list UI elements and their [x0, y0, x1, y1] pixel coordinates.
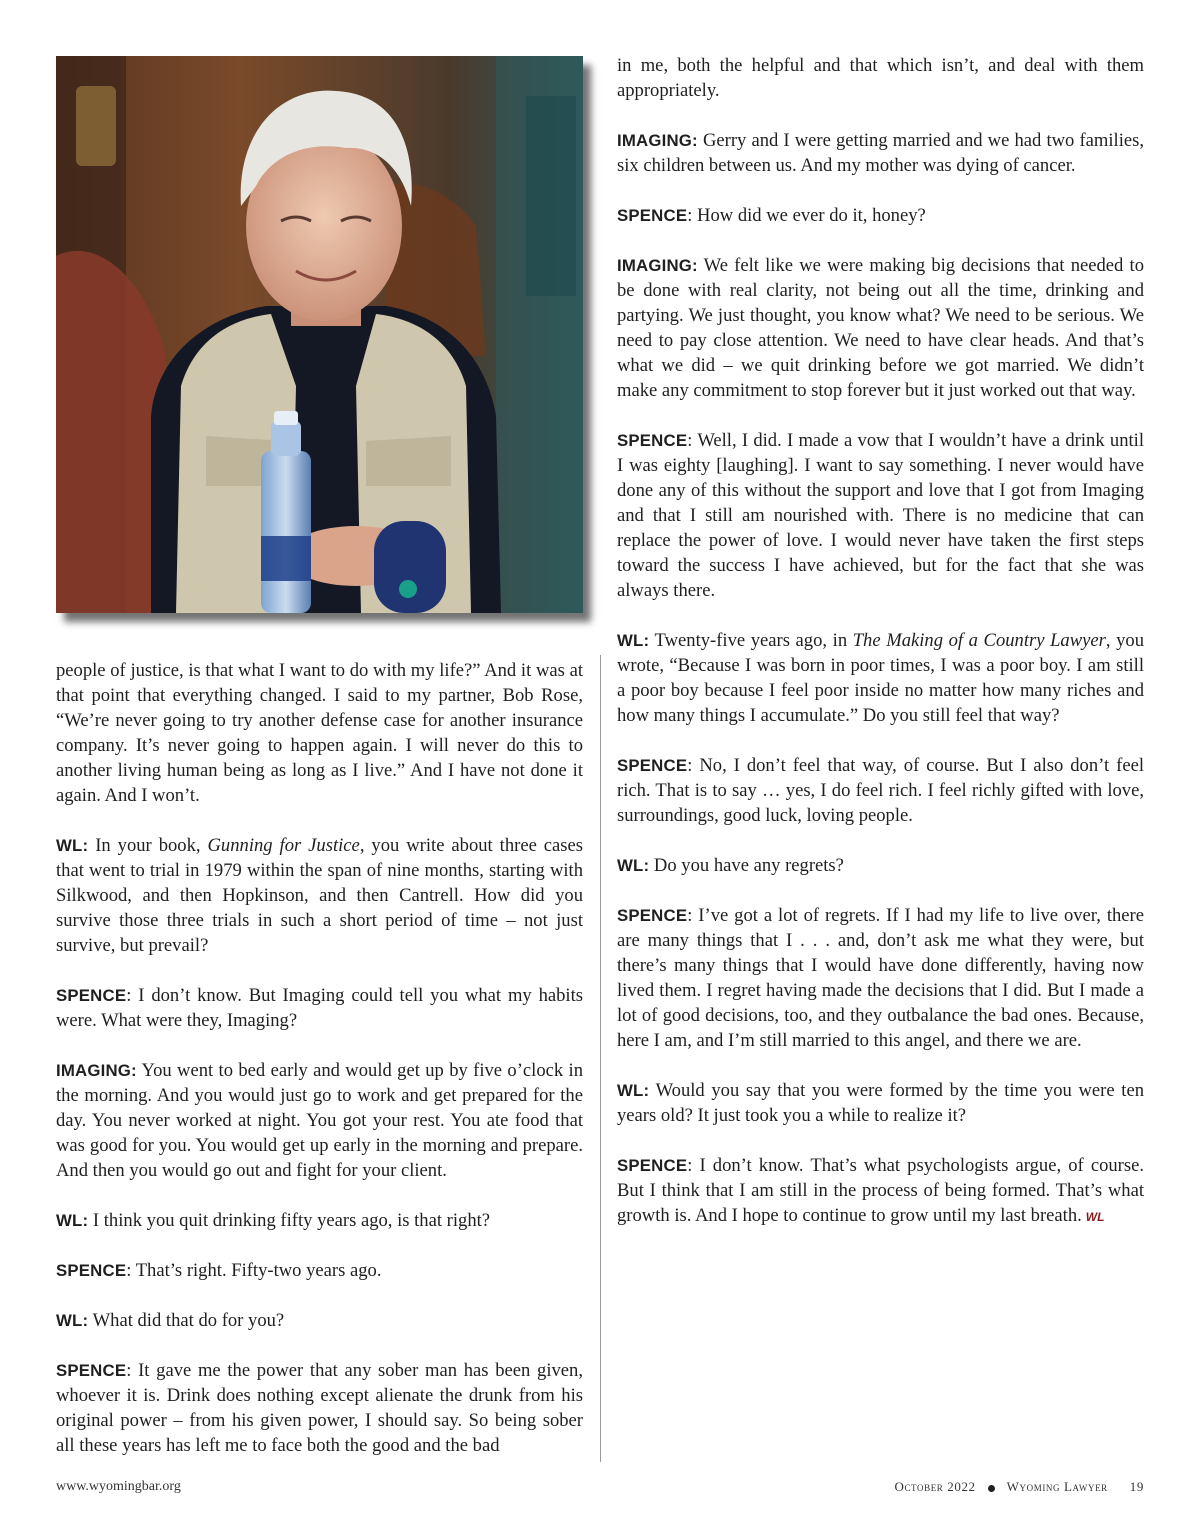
answer-spence-vow: SPENCE: Well, I did. I made a vow that I wouldn’t have a drink until I was eighty [laughing]. I want to say something. I never would have done any of this without the support and love that I got from Imaging and that I still am nourished with. There is no medicine that can replace the power of love. I would never have taken the first steps toward the success I have achieved, but for the fact that she was always there. [617, 430, 1144, 601]
speaker-label: SPENCE [617, 1156, 688, 1175]
interview-photo [56, 56, 583, 613]
right-column [617, 53, 1144, 1255]
answer-rich: SPENCE: No, I don’t feel that way, of course. But I also don’t feel rich. That is to say … yes, I do feel rich. I feel richly gifted with love, surroundings, good luck, loving people. [617, 755, 1144, 826]
answer-imaging-habits: IMAGING: You went to bed early and would get up by five o’clock in the morning. And you would just go to work and get prepared for the day. You never worked at night. You got your rest. You ate food that was good for you. You would get up early in the morning and prepare. And then you would go out and fight for your client. [56, 1060, 583, 1181]
question-gunning-for-justice: WL: In your book, Gunning for Justice, you write about three cases that went to trial in 1979 within the span of nine months, starting with Silkwood, and then Hopkinson, and then Cantrell. How did you survive those three trials in such a short period of time – not just survive, but prevail? [56, 835, 584, 956]
question-drinking: WL: I think you quit drinking fifty years ago, is that right? [56, 1210, 491, 1231]
speaker-label: SPENCE [56, 1261, 127, 1280]
question-what-did-that-do: WL: What did that do for you? [56, 1310, 285, 1331]
column-divider [600, 655, 601, 1462]
footer-issue-info [894, 1479, 1144, 1495]
speaker-label: IMAGING: [617, 131, 698, 150]
speaker-label: WL: [56, 836, 89, 855]
answer-regrets: SPENCE: I’ve got a lot of regrets. If I had my life to live over, there are many things that I . . . and, don’t ask me what they were, but there’s many things that I would have done differently, having now lived them. I regret having made the decisions that I did. But I made a lot of good decisions, too, and they outbalance the bad ones. Because, here I am, and I’m still married to this angel, and there we are. [617, 905, 1144, 1051]
answer-drinking: SPENCE: That’s right. Fifty-two years ago. [56, 1260, 382, 1281]
footer-issue-date: October 2022 [894, 1479, 976, 1494]
speaker-label: SPENCE [617, 756, 688, 775]
page-number: 19 [1129, 1479, 1144, 1494]
photo-elderly-man-seated [56, 56, 583, 613]
speaker-label: IMAGING: [56, 1061, 137, 1080]
answer-power: SPENCE: It gave me the power that any sober man has been given, whoever it is. Drink does nothing except alienate the drunk from his original power – from his given power, I should say. So being sober all these years has left me to face both the good and the bad [56, 1360, 583, 1456]
answer-imaging-decisions: IMAGING: We felt like we were making big decisions that needed to be done with real clarity, not being out all the time, drinking and partying. We just thought, you know what? We need to be serious. We need to pay close attention. We need to have clear heads. And that’s what we did – we quit drinking before we got married. We didn’t make any commitment to stop forever but it just worked out that way. [617, 255, 1144, 401]
paragraph-justice: people of justice, is that what I want to do with my life?” And it was at that point that everything changed. I said to my partner, Bob Rose, “We’re never going to try another defense case for another insurance company. It’s never going to happen again. I will never do this to another living human being as long as I live.” And I have not done it again. And I won’t. [56, 660, 583, 806]
left-column [56, 658, 583, 1483]
speaker-label: WL: [617, 631, 650, 650]
speaker-label: SPENCE [617, 906, 688, 925]
paragraph-continuation: in me, both the helpful and that which isn’t, and deal with them appropriately. [617, 55, 1144, 101]
speaker-label: SPENCE [56, 1361, 127, 1380]
bullet-icon [988, 1485, 995, 1492]
question-poor-boy: WL: Twenty-five years ago, in The Making of a Country Lawyer, you wrote, “Because I was born in poor times, I was a poor boy. I am still a poor boy because I feel poor inside no matter how many riches and how many things I accumulate.” Do you still feel that way? [617, 630, 1145, 726]
speaker-label: WL: [617, 1081, 650, 1100]
answer-formed: SPENCE: I don’t know. That’s what psychologists argue, of course. But I think that I am still in the process of being formed. That’s what growth is. And I hope to continue to grow until my last breath. WL [617, 1155, 1144, 1226]
answer-habits: SPENCE: I don’t know. But Imaging could tell you what my habits were. What were they, Imaging? [56, 985, 583, 1031]
answer-imaging-married: IMAGING: Gerry and I were getting married and we had two families, six children between us. And my mother was dying of cancer. [617, 130, 1144, 176]
speaker-label: WL: [56, 1311, 89, 1330]
speaker-label: SPENCE [617, 206, 688, 225]
footer-magazine-name: Wyoming Lawyer [1006, 1479, 1108, 1494]
speaker-label: SPENCE [56, 986, 127, 1005]
speaker-label: SPENCE [617, 431, 688, 450]
book-title: Gunning for Justice [207, 835, 360, 856]
question-formed: WL: Would you say that you were formed by the time you were ten years old? It just took you a while to realize it? [617, 1080, 1144, 1126]
footer-website[interactable]: www.wyomingbar.org [56, 1479, 181, 1494]
speaker-label: IMAGING: [617, 256, 698, 275]
answer-spence-honey: SPENCE: How did we ever do it, honey? [617, 205, 926, 226]
end-mark-logo: WL [1085, 1210, 1105, 1224]
question-regrets: WL: Do you have any regrets? [617, 855, 844, 876]
book-title: The Making of a Country Lawyer [852, 630, 1106, 651]
speaker-label: WL: [56, 1211, 89, 1230]
speaker-label: WL: [617, 856, 650, 875]
